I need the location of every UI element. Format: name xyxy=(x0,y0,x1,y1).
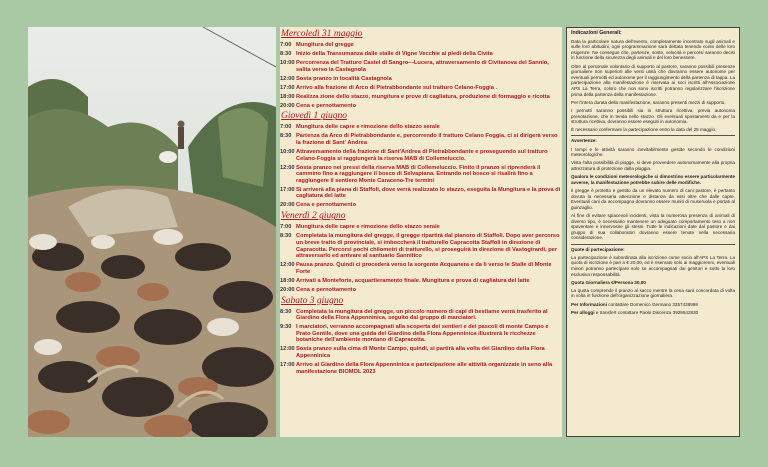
info-paragraph: Vista l'alta possibilità di piogge, si deve provvedere autonomamente alla propria attrezzatura di protezione dalla pioggia. xyxy=(571,160,735,172)
schedule-item: 8:30 Completata la mungitura del gregge, un piccolo numero di capi di bestiame verrà trasferito al Giardino della Flora Appenninica, seguito dal gruppo di marciatori. xyxy=(280,308,548,322)
schedule-item: 12:00 Pausa pranzo. Quindi ci procederà verso la sorgente Acquanera e da lì verso le Stalle di Monte Forte xyxy=(280,262,552,275)
schedule-item: 12:00 Sosta pranzo nei pressi della riserva MAB di Collemeluccio. Finito il pranzo si riprenderà il cammino fino a raggiungere il bosco di Selvapiana. Entrando nel bosco si risalirà fino a raggiungere il sentiero Monte Caraceno-Tre termini xyxy=(280,164,541,184)
info-paragraph: Il gregge è protetto e gestito da un elevato numero di cani pastore, è pertanto dovuta la necessaria attenzione e distanza da essi oltre che dalle capre. Eventuali cani da accompagno dovranno essere muniti di museruola e portati al guinzaglio. xyxy=(571,188,735,210)
info-paragraph: È necessario confermare la partecipazione entro la data del 25 maggio. xyxy=(571,127,717,133)
day-title: Giovedì 1 giugno xyxy=(281,111,347,122)
divider xyxy=(571,135,735,136)
warnings-heading: Avvertenze: xyxy=(571,138,597,144)
info-paragraph: Data la particolare natura dell'evento, completamente incentrato sugli animali e sulle loro abitudini, ogni programmazione sarà dettata tenendo conto delle loro esigenze. Ne consegue che, partenze, soste, velocità e percorsi saranno decisi in funzione della sicurezza degli animali e del loro benessere. xyxy=(571,38,735,61)
info-paragraph: Per l'intera durata della manifestazione, saranno presenti mezzi di supporto. xyxy=(571,99,726,105)
schedule-item: 17:00 Si arriverà alla piana di Staffoli, dove verrà realizzato lo stazzo, eseguita la Mungitura e la prova di cagliatura del latte xyxy=(280,186,561,200)
day-section-1 xyxy=(280,29,562,109)
schedule-item: 12:00 Sosta pranzo sulla cima di Monte Campo, quindi, si partirà alla volta del Giardino della Flora Appenninica xyxy=(280,346,545,359)
schedule-item: 20:00 Cena e pernottamento xyxy=(280,286,357,293)
daily-quote: Quota Giornaliera €/Persona 30,00 xyxy=(571,279,646,285)
schedule-item: 20:00 Cena e pernottamento xyxy=(280,202,357,209)
schedule-item: 7:00 Mungitura delle capre e rimozione dello stazzo serale xyxy=(280,224,440,231)
schedule-item: 17:00 Arrivo al Giardino della Flora Appenninica e partecipazione alle attività organizzate in seno alla manifestazione BIOMOL 2023 xyxy=(280,361,553,375)
info-paragraph: Al fine di evitare spiacevoli incidenti, vista la numerosa presenza di animali di diverso tipo, è necessario mantenere un adeguato comportamento teso a non spaventare e innervosire gli stessi. Tutte le indicazioni date dal pastore e dai gruppo di sua collaboratori dovranno essere tenute nella necessaria considerazione. xyxy=(571,212,735,241)
info-paragraph: I tempi e le attività saranno inevitabilmente gestite secondo le condizioni meteorologiche. xyxy=(571,146,735,158)
contact-lodging: Per alloggi e transfert contattare Paolo Discenza 3929542830 xyxy=(571,309,699,315)
schedule-item: 12:00 Sosta pranzo in località Castagnola xyxy=(280,75,392,82)
schedule-item: 20:00 Cena e pernottamento xyxy=(280,102,357,109)
contact-info: Per Informazioni contattare Domenico Germano 3357436998 xyxy=(571,301,698,307)
day-section-4 xyxy=(280,296,562,376)
day-section-3 xyxy=(280,211,562,293)
schedule-item: 18:00 Realizza zione dello stazzo, mungitura e prove di cagliatura, produzione di formaggio e ricotta xyxy=(280,93,550,100)
day-title: Sabato 3 giugno xyxy=(281,295,344,306)
info-paragraph: La quota comprende il pranzo al sacco mentre la cena sarà concordata di volta in volta in funzione dell'organizzazione giornaliera. xyxy=(571,287,735,299)
divider xyxy=(571,244,735,245)
info-panel xyxy=(566,27,740,437)
schedule-item: 7:00 Mungitura delle capre e rimozione dello stazzo serale xyxy=(280,124,440,131)
day-title: Mercoledì 31 maggio xyxy=(281,29,363,39)
schedule-item: 7:00 Mungitura del gregge xyxy=(280,42,354,48)
day-section-2 xyxy=(280,111,562,208)
schedule-item: 8:30 Partenza da Arco di Pietrabbondante e, percorrendo il tratturo Celano Foggia, ci si dirigerà verso la frazione di Sant' Andrea xyxy=(280,133,558,147)
info-paragraph: Qualora le condizioni meteorologiche si dimostrino essere particolarmente avverse, la manifestazione potrebbe subire delle modifiche. xyxy=(571,174,735,185)
day-title: Venerdì 2 giugno xyxy=(281,211,346,222)
schedule-item: 10:00 Attraversamento della frazione di Sant'Andrea di Pietrabbondante e proseguendo sul tratturo Celano-Foggia si raggiungerà la riserva MAB di Collemeluccio. xyxy=(280,149,548,162)
goats-photo xyxy=(28,27,276,437)
info-paragraph: Oltre al personale volontario di supporto al pastore, saranno possibili presenze giornaliere non superiori alle venti unità che dovranno essere autonome per eventuali permotti ed autonome per il raggiungimento della partenza di tappa. La partecipazione alla manifestazione è riservata ai soci iscritti all'Associazione APS La Terra, coloro che non sono iscritti potranno regolarizzare l'iscrizione prima della partenza della manifestazione. xyxy=(571,63,735,97)
schedule-item: 8:30 Inizio della Transumanza dalle stalle di Vigne Vecchie ai piedi della Civita xyxy=(280,50,493,57)
schedule-item: 9:30 I marciatori, verranno accompagnati alla scoperta dei sentieri e dei pascoli di monte Campo e Prato Gentile, dove una guida del Giardino della Flora Appenninica illustrerà le ricchezze botaniche dell'ambiente montano di Capracotta. xyxy=(280,324,549,344)
info-paragraph: La partecipazione è subordinata alla iscrizione come socio all'APS La Terra. La quota di iscrizione è pari a € 20,00, ed è riservato solo ai maggiorenni, eventuali minori potranno partecipare solo se accompagnati dai genitori e sotto la loro esclusiva responsabilità. xyxy=(571,254,735,277)
schedule-item: 18:00 Arrivati a Monteforte, acquartieramento finale. Mungitura e prova di cagliatura del latte xyxy=(280,277,530,284)
schedule-item: 8:30 Completata la mungitura del gregge, il gregge ripartirà dal pianoro di Staffoli. Dopo aver percorso un breve tratto di provinciale, si imboccherà il tratturello Capracotta Staffoli in direzione di Capracotta. Percorsi pochi chilometri di tratturello, si proseguirà in direzione di Vastogirardi, per attraversarlo ed arrivare al santuario Sannitico xyxy=(280,233,560,260)
quote-heading: Quote di partecipazione: xyxy=(571,246,625,252)
schedule-item: 17:00 Arrivo alla frazione di Arco di Pietrabbondante sul tratturo Celano-Foggia . xyxy=(280,84,498,91)
schedule-item: 10:00 Percorrenza del Tratturo Castel di Sangro—Lucera, attraversamento di Civitanova del Sannio, salita verso la Castagnola xyxy=(280,59,549,73)
program-panel xyxy=(280,27,562,437)
info-paragraph: I pernotti saranno possibili sia in struttura ricettiva, previa autonoma prenotazione, che in tenda nello stazzo. Gli eventuali spostamenti da e per la struttura ricettiva, dovranno essere eseguiti in autonomia. xyxy=(571,107,735,125)
info-heading: Indicazioni Generali: xyxy=(571,30,622,36)
